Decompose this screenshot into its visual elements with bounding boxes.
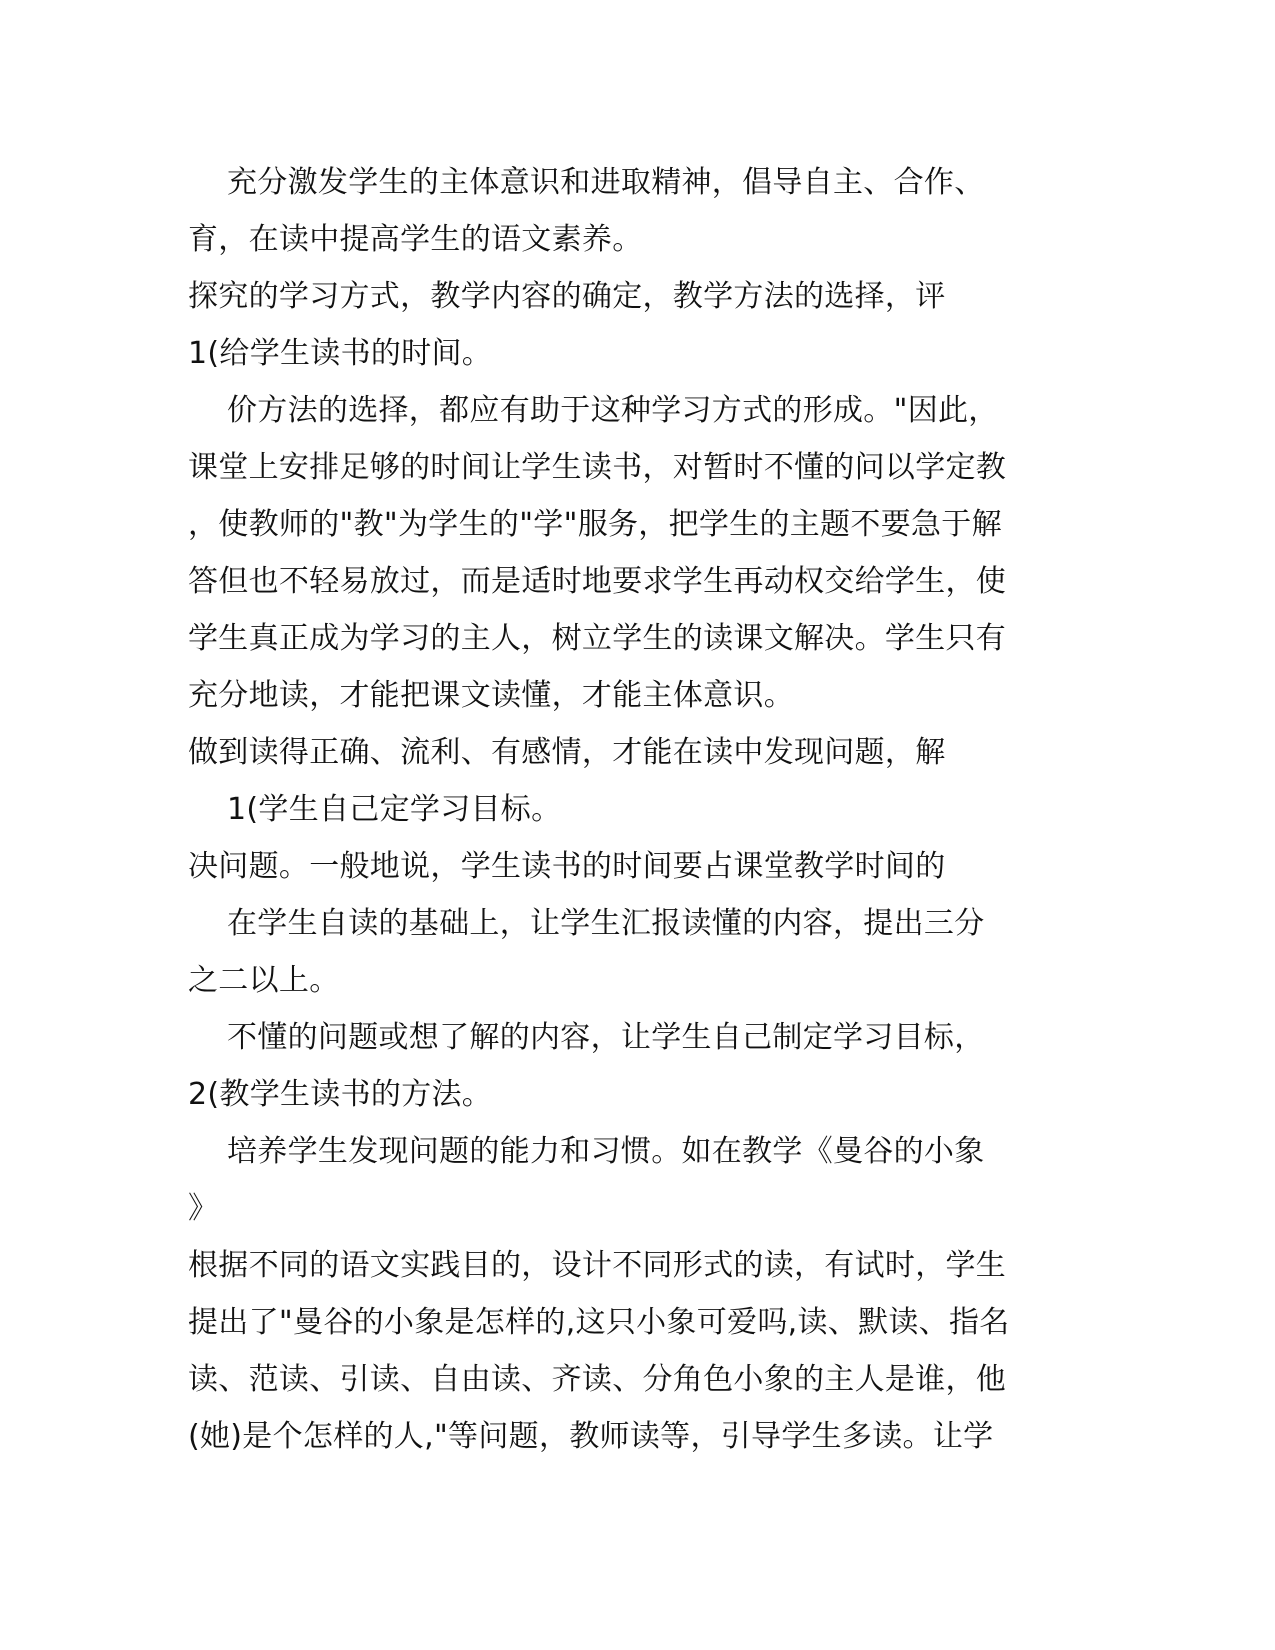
- text-line: 提出了"曼谷的小象是怎样的,这只小象可爱吗,读、默读、指名: [188, 1305, 1010, 1340]
- text-line: 课堂上安排足够的时间让学生读书，对暂时不懂的问以学定教: [188, 450, 1007, 485]
- text-line: 在学生自读的基础上，让学生汇报读懂的内容，提出三分: [227, 906, 985, 941]
- text-line: 充分激发学生的主体意识和进取精神，倡导自主、合作、: [227, 165, 985, 200]
- text-line: (她)是个怎样的人,"等问题，教师读等，引导学生多读。让学: [188, 1419, 994, 1454]
- text-line: 之二以上。: [188, 963, 340, 998]
- text-line: 不懂的问题或想了解的内容，让学生自己制定学习目标，: [227, 1020, 985, 1055]
- text-line: 充分地读，才能把课文读懂，才能主体意识。: [188, 678, 794, 713]
- text-line: 根据不同的语文实践目的，设计不同形式的读，有试时，学生: [188, 1248, 1007, 1283]
- text-line: 2(教学生读书的方法。: [188, 1077, 493, 1112]
- text-line: ，使教师的"教"为学生的"学"服务，把学生的主题不要急于解: [188, 507, 1002, 542]
- text-line: 答但也不轻易放过，而是适时地要求学生再动权交给学生，使: [188, 564, 1007, 599]
- text-line: 读、范读、引读、自由读、齐读、分角色小象的主人是谁，他: [188, 1362, 1007, 1397]
- text-line: 1(给学生读书的时间。: [188, 336, 493, 371]
- text-line: 决问题。一般地说，学生读书的时间要占课堂教学时间的: [188, 849, 946, 884]
- text-line: 做到读得正确、流利、有感情，才能在读中发现问题，解: [188, 735, 946, 770]
- document-body: [188, 154, 1088, 1465]
- text-line: 1(学生自己定学习目标。: [227, 792, 562, 827]
- text-line: 学生真正成为学习的主人，树立学生的读课文解决。学生只有: [188, 621, 1007, 656]
- text-line: 培养学生发现问题的能力和习惯。如在教学《曼谷的小象: [227, 1134, 985, 1169]
- text-line: 价方法的选择，都应有助于这种学习方式的形成。"因此，: [227, 393, 999, 428]
- text-line: 探究的学习方式，教学内容的确定，教学方法的选择，评: [188, 279, 946, 314]
- text-line: 》: [188, 1191, 219, 1226]
- text-line: 育，在读中提高学生的语文素养。: [188, 222, 643, 257]
